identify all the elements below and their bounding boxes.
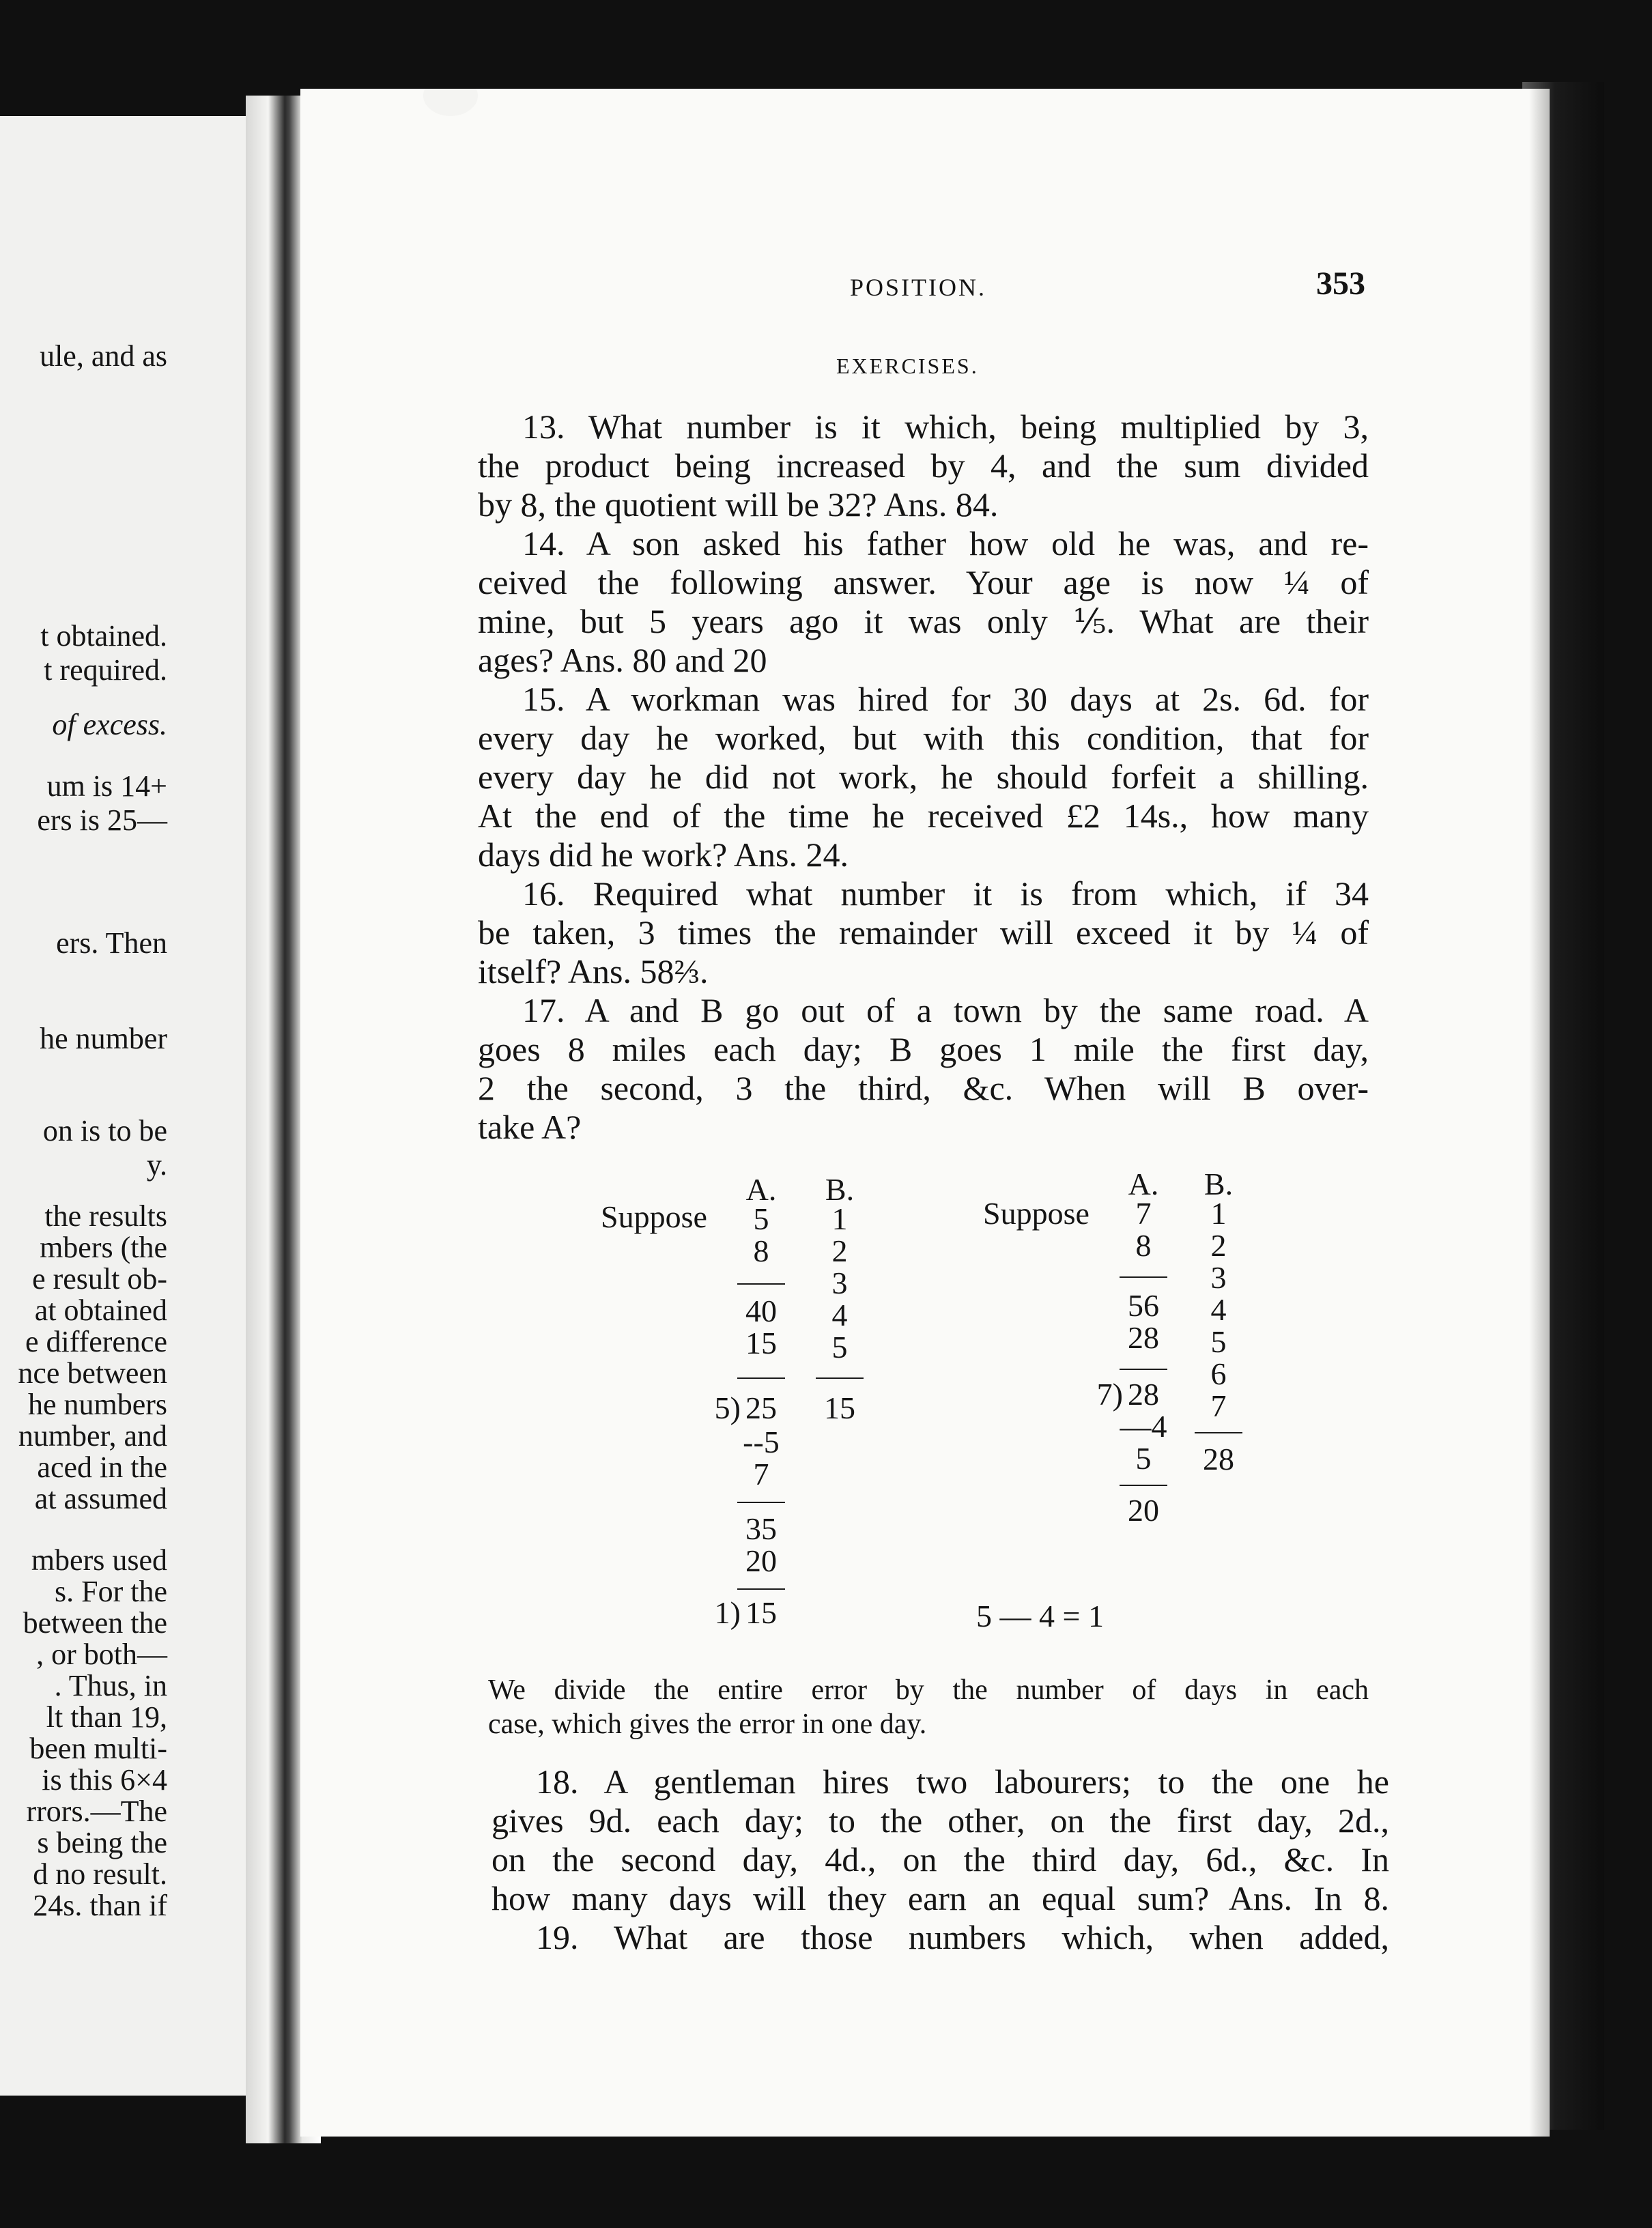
left-fragment: he numbers [27,1388,167,1421]
left-fragment: the results [44,1199,167,1233]
left-fragment: y. [146,1148,167,1182]
sum-rule [737,1283,785,1285]
left-fragment: lt than 19, [46,1700,167,1734]
work-number: 7 [1135,1196,1152,1231]
work-number: 5 [753,1201,769,1236]
left-fragment: at obtained [34,1294,167,1327]
note-line: We divide the entire error by the number of days in each [488,1674,1369,1706]
work-number: 35 [745,1511,777,1546]
work-number: --5 [743,1425,780,1459]
work-number: 4 [1210,1292,1227,1327]
exercise-line: 14. A son asked his father how old he was, and re- [522,524,1369,562]
exercise-line: mine, but 5 years ago it was only ⅕. What are their [478,602,1369,640]
work-number: 8 [1135,1228,1152,1263]
exercise-line: goes 8 miles each day; B goes 1 mile the first day, [478,1030,1369,1068]
left-fragment: is this 6×4 [42,1763,167,1797]
section-title: EXERCISES. [836,354,979,378]
work-number: 56 [1128,1288,1159,1323]
divisor: 1) [714,1595,741,1630]
exercise-line: how many days will they earn an equal sum? Ans. In 8. [492,1879,1389,1917]
sum-rule [737,1588,785,1590]
exercise-line: 2 the second, 3 the third, &c. When will B over- [478,1069,1369,1107]
work-number: 7 [1210,1388,1227,1423]
exercise-line: At the end of the time he received £2 14s., how many [478,797,1369,835]
work-number: 1 [1210,1196,1227,1231]
exercise-line: itself? Ans. 58⅔. [478,952,709,990]
left-fragment: , or both— [36,1638,167,1671]
work-number: 40 [745,1294,777,1328]
left-fragment: on is to be [42,1114,167,1147]
exercise-line: take A? [478,1108,582,1146]
exercise-line: 19. What are those numbers which, when added, [536,1918,1389,1956]
work-number: —4 [1120,1409,1167,1444]
left-fragment: mbers (the [40,1231,167,1264]
exercise-line: ages? Ans. 80 and 20 [478,641,767,679]
work-number: 25 [745,1390,777,1425]
work-number: 20 [745,1543,777,1578]
work-number: 8 [753,1233,769,1268]
exercise-line: 17. A and B go out of a town by the same road. A [522,991,1369,1029]
exercise-line: 16. Required what number it is from which, if 34 [522,874,1369,913]
left-fragment: s being the [37,1826,167,1859]
work-number: 5 [1210,1324,1227,1359]
left-fragment: number, and [18,1419,167,1453]
exercise-line: every day he did not work, he should forfeit a shilling. [478,758,1369,796]
page-number: 353 [1316,266,1365,302]
work-number: 28 [1128,1320,1159,1355]
left-fragment: t obtained. [40,619,167,653]
sum-rule [1120,1485,1167,1486]
exercise-line: ceived the following answer. Your age is now ¼ of [478,563,1369,601]
sum-rule [1120,1276,1167,1278]
left-fragment: s. For the [55,1575,167,1608]
sum-rule [737,1502,785,1503]
work-number: 5 [831,1330,848,1365]
paper-blemish [423,89,478,116]
suppose-label: Suppose [983,1196,1090,1231]
exercise-line: every day he worked, but with this condition, that for [478,719,1369,757]
sum-rule [816,1377,864,1379]
column-header-b: B. [1204,1167,1234,1201]
exercise-line: days did he work? Ans. 24. [478,836,849,874]
work-number: 15 [745,1326,777,1360]
column-header-a: A. [745,1172,777,1207]
left-fragment: mbers used [31,1543,167,1577]
left-fragment: um is 14+ [46,769,167,803]
work-number: 20 [1128,1493,1159,1528]
running-title: POSITION. [850,274,987,301]
sum-rule [737,1377,785,1379]
exercise-line: be taken, 3 times the remainder will exceed it by ¼ of [478,913,1369,952]
left-fragment: aced in the [37,1451,167,1484]
left-fragment: ule, and as [40,339,167,373]
column-header-b: B. [825,1172,855,1207]
left-fragment: 24s. than if [33,1889,167,1922]
work-number: 15 [824,1390,855,1425]
exercise-line: the product being increased by 4, and the sum divided [478,446,1369,485]
right-page [300,89,1550,2137]
left-page [0,116,280,2096]
left-fragment: e difference [25,1325,167,1358]
exercise-line: 15. A workman was hired for 30 days at 2s. 6d. for [522,680,1369,718]
work-number: 3 [1210,1260,1227,1295]
exercise-line: 13. What number is it which, being multiplied by 3, [522,408,1369,446]
work-number: 5 [1135,1441,1152,1476]
work-number: 2 [831,1233,848,1268]
note-line: case, which gives the error in one day. [488,1709,927,1740]
work-number: 6 [1210,1356,1227,1391]
exercise-line: gives 9d. each day; to the other, on the first day, 2d., [492,1801,1389,1840]
work-number: 4 [831,1298,848,1332]
left-fragment: between the [23,1606,167,1640]
divisor: 7) [1096,1377,1123,1412]
work-number: 28 [1203,1442,1234,1476]
equation: 5 — 4 = 1 [976,1599,1104,1633]
column-header-a: A. [1128,1167,1159,1201]
divisor: 5) [714,1390,741,1425]
left-fragment: t required. [44,653,167,687]
sum-rule [1120,1369,1167,1370]
sum-rule [1195,1432,1242,1433]
left-fragment: nce between [18,1356,167,1390]
left-fragment: of excess. [52,708,167,741]
exercise-line: by 8, the quotient will be 32? Ans. 84. [478,485,999,524]
suppose-label: Suppose [601,1199,707,1234]
exercise-line: on the second day, 4d., on the third day, 6d., &c. In [492,1840,1389,1879]
work-number: 1 [831,1201,848,1236]
left-fragment: ers. Then [56,926,167,960]
work-number: 2 [1210,1228,1227,1263]
work-number: 28 [1128,1377,1159,1412]
left-fragment: he number [40,1022,167,1055]
work-number: 15 [745,1595,777,1630]
left-fragment: d no result. [33,1857,167,1891]
work-number: 3 [831,1266,848,1300]
exercise-line: 18. A gentleman hires two labourers; to the one he [536,1762,1389,1801]
left-fragment: ers is 25— [37,803,167,837]
left-fragment: at assumed [34,1482,167,1515]
left-fragment: e result ob- [32,1262,167,1296]
left-fragment: rrors.—The [26,1795,167,1828]
left-fragment: been multi- [29,1732,167,1765]
work-number: 7 [753,1457,769,1491]
left-fragment: . Thus, in [54,1669,167,1702]
